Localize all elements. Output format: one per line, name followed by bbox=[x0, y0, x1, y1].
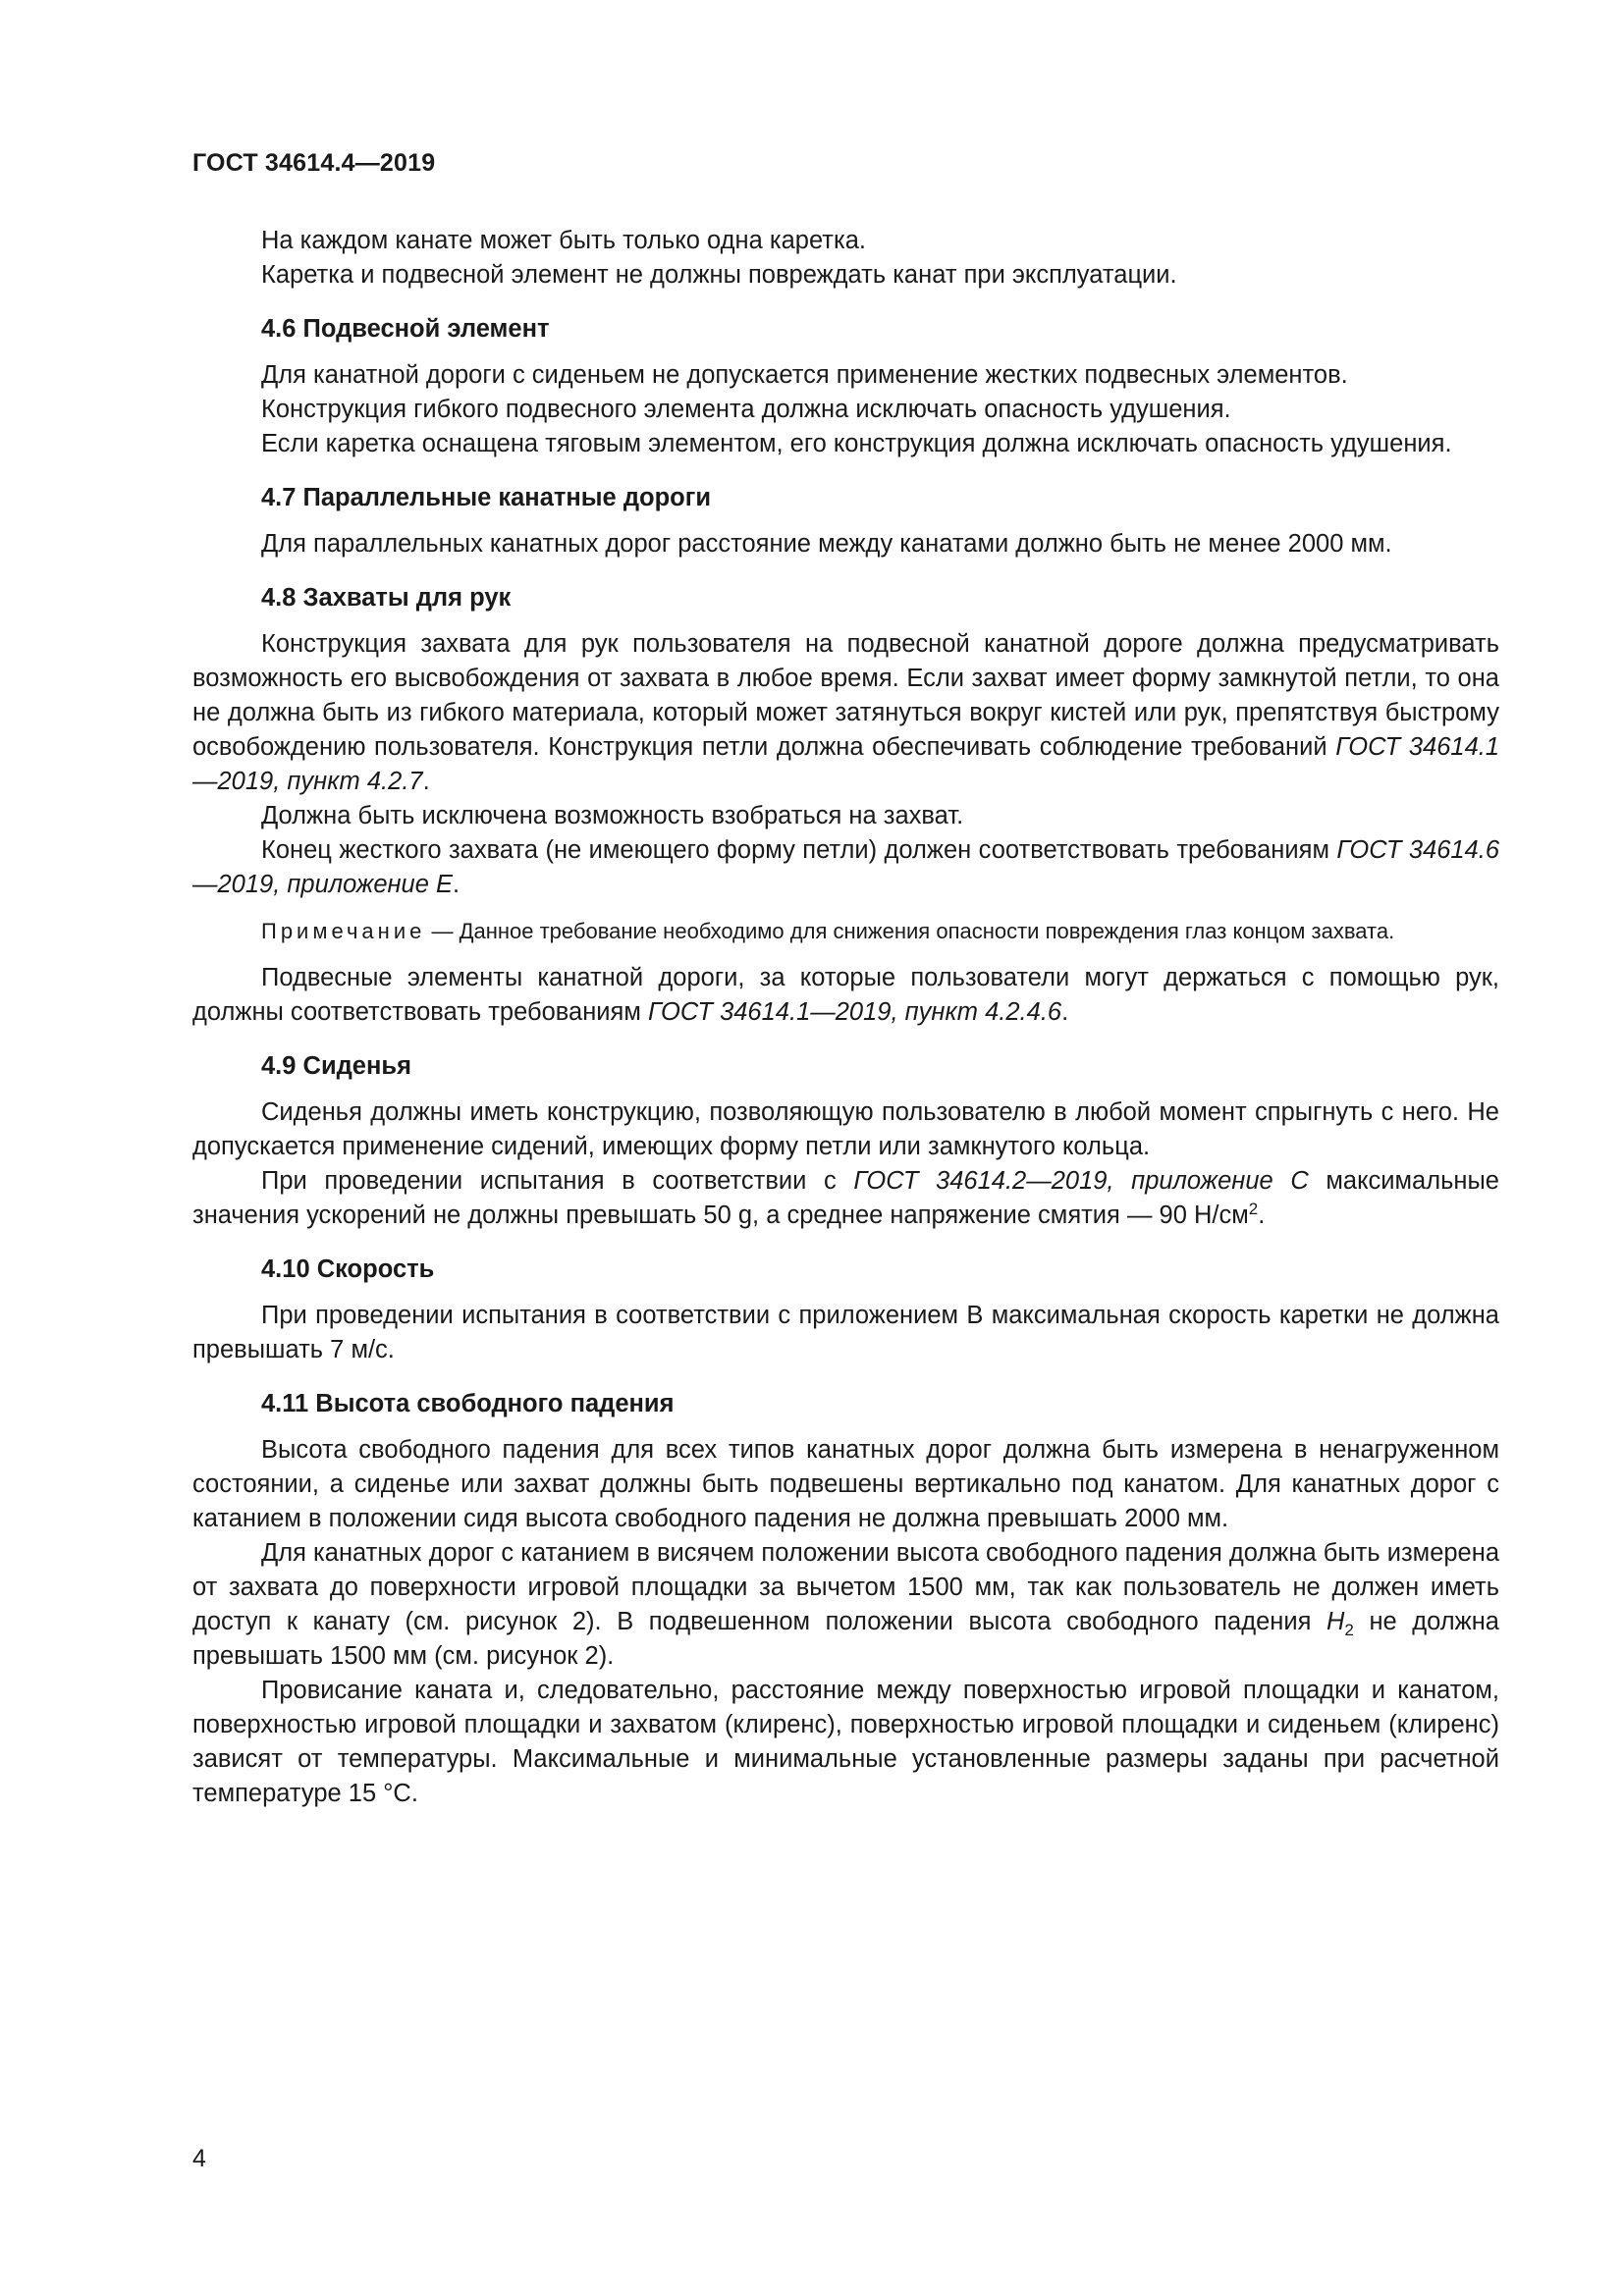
section-4-8-paragraph-1 bbox=[192, 627, 1499, 799]
section-4-11-heading: 4.11 Высота свободного падения bbox=[261, 1390, 675, 1417]
section-4-7-heading: 4.7 Параллельные канатные дороги bbox=[261, 484, 712, 511]
section-4-7-paragraph-1: Для параллельных канатных дорог расстояние между канатами должно быть не менее 2000 мм. bbox=[261, 530, 1392, 558]
paragraph-text: не должна превышать 1500 мм (см. рисунок 2). bbox=[192, 1608, 1499, 1670]
section-4-9-paragraph-1: Сиденья должны иметь конструкцию, позволяющую пользователю в любой момент спрыгнуть с него. Не допускается применение сидений, имеющих форму петли или замкнутого кольца. bbox=[192, 1098, 1499, 1160]
note-label: Примечание bbox=[261, 919, 426, 943]
section-4-11-paragraph-3: Провисание каната и, следовательно, расстояние между поверхностью игровой площадки и канатом, поверхностью игровой площадки и захватом (клиренс), поверхностью игровой площадки и сиденьем (клиренс) зависят от температуры. Максимальные и минимальные установленные размеры заданы при расчетной температуре 15 °С. bbox=[192, 1677, 1499, 1807]
standard-reference: ГОСТ 34614.1—2019, пункт 4.2.4.6 bbox=[647, 998, 1062, 1026]
section-4-8-paragraph-3 bbox=[192, 833, 1499, 902]
section-4-11-paragraph-2 bbox=[192, 1536, 1499, 1674]
standard-reference: ГОСТ 34614.2—2019, приложение С bbox=[853, 1167, 1309, 1195]
superscript: 2 bbox=[1248, 1200, 1259, 1218]
section-4-6-paragraph-1: Для канатной дороги с сиденьем не допускается применение жестких подвесных элементов. bbox=[261, 361, 1348, 389]
standard-reference: ГОСТ 34614.6—2019, приложение Е bbox=[192, 836, 1500, 898]
paragraph-text: При проведении испытания в соответствии с bbox=[261, 1167, 854, 1195]
section-4-6-paragraph-2: Конструкция гибкого подвесного элемента должна исключать опасность удушения. bbox=[261, 396, 1231, 423]
section-4-6-heading: 4.6 Подвесной элемент bbox=[261, 315, 550, 343]
document-id-header: ГОСТ 34614.4—2019 bbox=[192, 149, 436, 177]
subscript: 2 bbox=[1344, 1621, 1354, 1639]
standard-reference: ГОСТ 34614.1—2019, пункт 4.2.7 bbox=[192, 733, 1500, 795]
section-4-10-heading: 4.10 Скорость bbox=[261, 1255, 435, 1283]
paragraph-text: . bbox=[422, 768, 430, 795]
section-4-8-heading: 4.8 Захваты для рук bbox=[261, 584, 512, 612]
intro-paragraph-1: На каждом канате может быть только одна каретка. bbox=[261, 227, 866, 254]
note-text: — Данное требование необходимо для снижения опасности повреждения глаз концом захвата. bbox=[425, 919, 1395, 943]
intro-paragraph-2: Каретка и подвесной элемент не должны повреждать канат при эксплуатации. bbox=[261, 261, 1177, 289]
paragraph-text: . bbox=[1258, 1201, 1266, 1229]
section-4-8-paragraph-2: Должна быть исключена возможность взобраться на захват. bbox=[261, 802, 964, 829]
section-4-6-paragraph-3: Если каретка оснащена тяговым элементом, его конструкция должна исключать опасность удушения. bbox=[261, 430, 1452, 457]
section-4-8-paragraph-4 bbox=[192, 961, 1499, 1030]
section-4-11-paragraph-1: Высота свободного падения для всех типов канатных дорог должна быть измерена в ненагруженном состоянии, а сиденье или захват должны быть подвешены вертикально под канатом. Для канатных дорог с катанием в положении сидя высота свободного падения не должна превышать 2000 мм. bbox=[192, 1436, 1499, 1532]
paragraph-text: Подвесные элементы канатной дороги, за которые пользователи могут держаться с помощью рук, должны соответствовать требованиям bbox=[192, 964, 1499, 1026]
section-4-8-note bbox=[192, 916, 1499, 947]
paragraph-text: Конец жесткого захвата (не имеющего форму петли) должен соответствовать требованиям bbox=[261, 836, 1337, 864]
paragraph-text: максимальные значения ускорений не должны превышать 50 g, а среднее напряжение смятия — 90 Н/см bbox=[192, 1167, 1499, 1229]
document-body bbox=[192, 224, 1499, 1811]
variable-symbol: H bbox=[1326, 1608, 1345, 1635]
section-4-9-paragraph-2 bbox=[192, 1164, 1499, 1233]
paragraph-text: Конструкция захвата для рук пользователя на подвесной канатной дороге должна предусматривать возможность его высвобождения от захвата в любое время. Если захват имеет форму замкнутой петли, то она не должна быть из гибкого материала, который может затянуться вокруг кистей или рук, препятствуя быстрому освобождению пользователя. Конструкция петли должна обеспечивать соблюдение требований bbox=[192, 630, 1499, 761]
paragraph-text: . bbox=[453, 871, 460, 898]
paragraph-text: Для канатных дорог с катанием в висячем положении высота свободного падения должна быть измерена от захвата до поверхности игровой площадки за вычетом 1500 мм, так как пользователь не должен иметь доступ к канату (см. рисунок 2). В подвешенном положении высота свободного падения bbox=[192, 1539, 1499, 1635]
page-number: 4 bbox=[192, 2145, 206, 2172]
section-4-10-paragraph-1: При проведении испытания в соответствии с приложением В максимальная скорость каретки не должна превышать 7 м/с. bbox=[192, 1302, 1499, 1363]
paragraph-text: . bbox=[1061, 998, 1069, 1026]
section-4-9-heading: 4.9 Сиденья bbox=[261, 1052, 411, 1080]
